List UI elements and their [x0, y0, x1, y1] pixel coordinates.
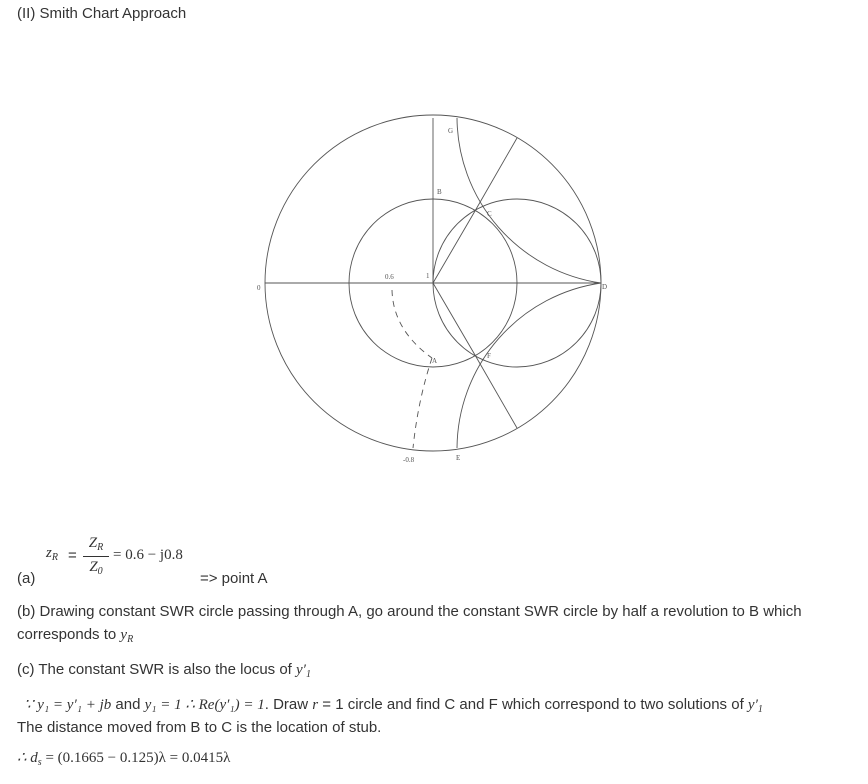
yr-symbol: $y_R$	[120, 627, 134, 645]
y1-prime-end: $y'_1$	[747, 697, 763, 715]
line-c-edge	[475, 138, 517, 211]
label-f: F	[487, 352, 491, 360]
label-0: 0	[257, 284, 261, 292]
part-b-line1: (b) Drawing constant SWR circle passing through A, go around the constant SWR circle by half a revolution to B which	[17, 603, 802, 620]
label-a: A	[432, 357, 438, 365]
smith-chart	[250, 110, 610, 470]
part-c-line2: The distance moved from B to C is the location of stub.	[17, 719, 382, 736]
line-center-c	[433, 211, 475, 283]
label-06: 0.6	[385, 273, 394, 281]
equals-sign: =	[68, 547, 77, 564]
y1-prime-symbol: $y'_1$	[296, 662, 311, 680]
label-b: B	[437, 188, 442, 196]
part-a-label: (a)	[17, 570, 36, 587]
result-equation: ∴ $d_s = (0.1665 - 0.125)\lambda = 0.0415\lambda$	[17, 750, 231, 768]
dashed-arc-neg08	[413, 358, 432, 448]
section-heading: (II) Smith Chart Approach	[17, 5, 187, 22]
dashed-arc-06	[392, 290, 432, 358]
part-c-line1: (c) The constant SWR is also the locus of $y'_1$	[17, 661, 311, 680]
part-b-line2: corresponds to $y_R$	[17, 626, 134, 645]
label-e: E	[456, 454, 461, 462]
point-a-text: => point A	[200, 570, 268, 587]
zr-lhs: $z_R$	[46, 545, 58, 563]
label-d: D	[602, 283, 608, 291]
label-c: C	[487, 210, 492, 218]
label-g: G	[448, 127, 454, 135]
line-center-f	[433, 283, 475, 355]
line-f-edge	[475, 355, 517, 428]
fraction-numerator: $Z_R$	[88, 535, 104, 553]
part-c-equation-line: ∵ y₁ = y′₁ + jb and y₁ = 1 ∴ Re(y′₁) = 1. Draw r = 1 circle and find C and F which correspond to two solutions of $y'_1$	[24, 696, 763, 715]
fraction-denominator: $Z_0$	[89, 559, 103, 577]
label-1: 1	[426, 272, 430, 280]
label-neg08: -0.8	[403, 456, 415, 464]
zr-rhs: = 0.6 − j0.8	[113, 547, 183, 563]
fraction-bar	[83, 556, 109, 557]
